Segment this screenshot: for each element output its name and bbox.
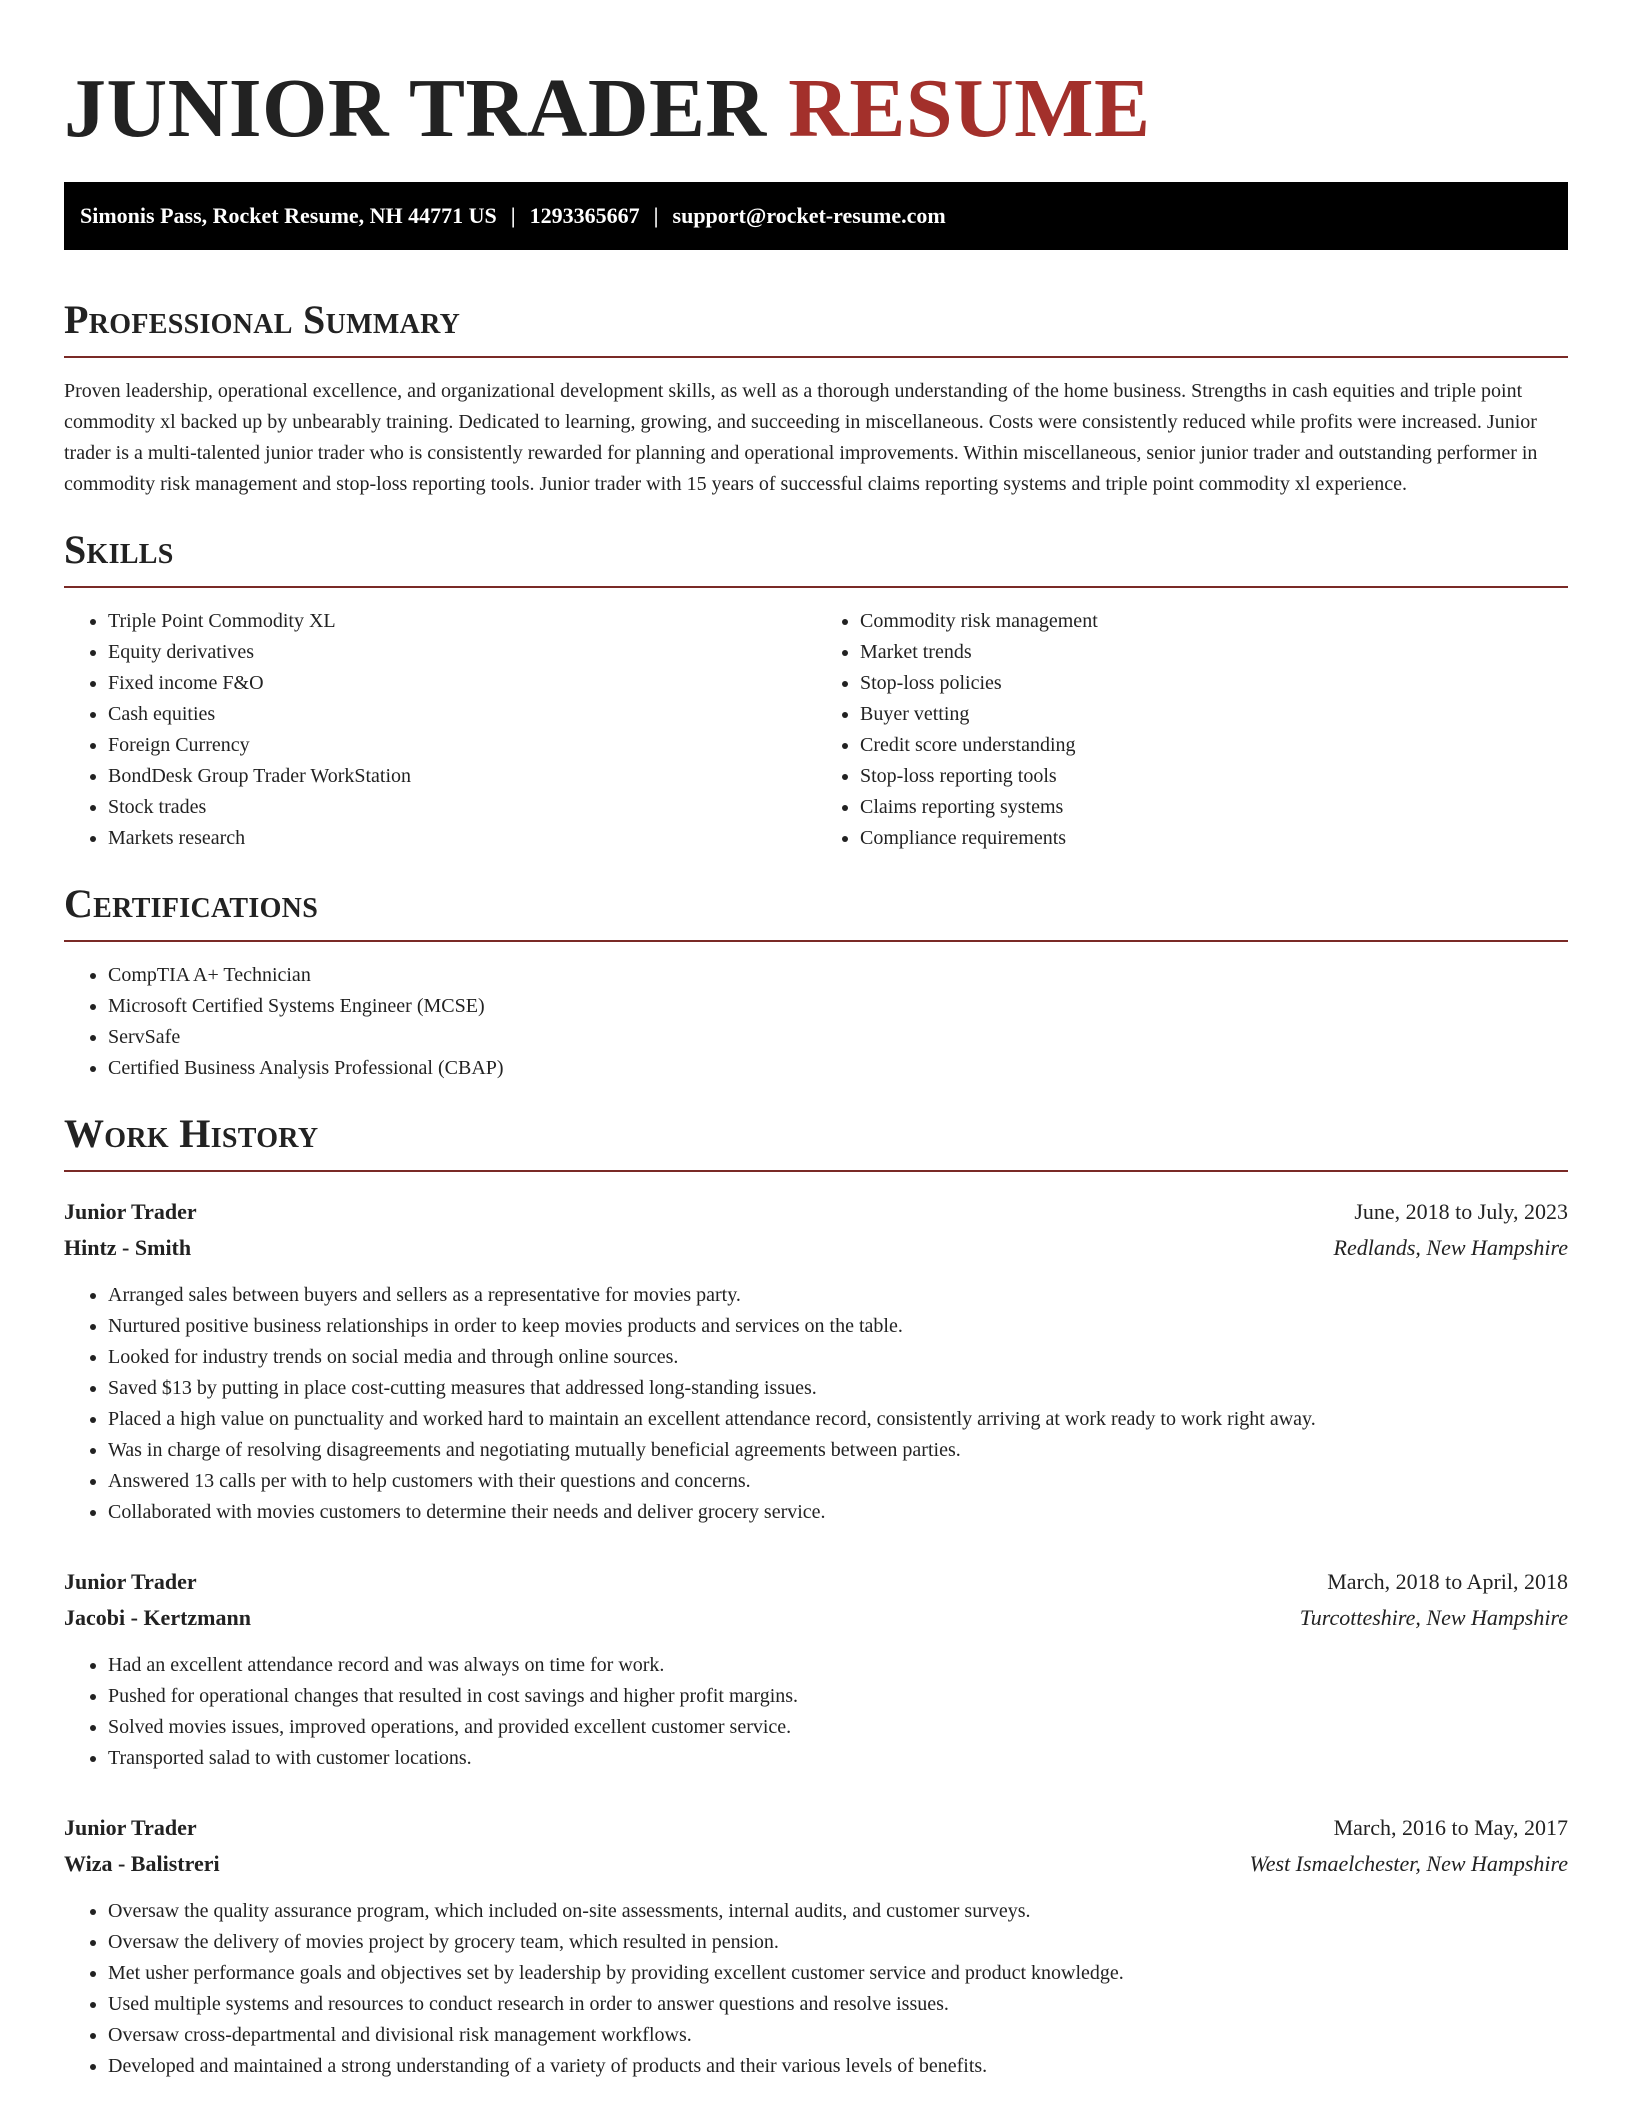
skills-list-left (64, 606, 816, 854)
job-bullet: • Developed and maintained a strong understanding of a variety of products and their various levels of benefits. (108, 2051, 1568, 2082)
job-dates: March, 2018 to April, 2018 (1327, 1569, 1568, 1595)
skill-item: • Triple Point Commodity XL (108, 606, 816, 637)
job-location: Turcotteshire, New Hampshire (1299, 1605, 1568, 1631)
section-divider (64, 940, 1568, 942)
job-company: Hintz - Smith (64, 1235, 192, 1261)
skill-item: • Credit score understanding (860, 730, 1568, 761)
skill-item: • Claims reporting systems (860, 792, 1568, 823)
job-bullet: • Arranged sales between buyers and sellers as a representative for movies party. (108, 1280, 1568, 1311)
job-entry (64, 1810, 1568, 2082)
resume-title (64, 62, 1568, 156)
job-location: Redlands, New Hampshire (1333, 1235, 1568, 1261)
job-bullet: • Had an excellent attendance record and was always on time for work. (108, 1650, 1568, 1681)
certification-item: • Microsoft Certified Systems Engineer (MCSE) (108, 991, 1568, 1022)
summary-text: Proven leadership, operational excellence, and organizational development skills, as well as a thorough understanding of the home business. Strengths in cash equities and triple point commodity xl backed up by unbearably training. Dedicated to learning, growing, and succeeding in miscellaneous. Costs were consistently reduced while profits were increased. Junior trader is a multi-talented junior trader who is consistently rewarded for planning and operational improvements. Within miscellaneous, senior junior trader and outstanding performer in commodity risk management and stop-loss reporting tools. Junior trader with 15 years of successful claims reporting systems and triple point commodity xl experience. (64, 380, 1538, 496)
job-bullets (64, 1896, 1568, 2082)
certification-item: • CompTIA A+ Technician (108, 960, 1568, 991)
contact-address: Simonis Pass, Rocket Resume, NH 44771 US (80, 203, 497, 229)
skill-item: • Foreign Currency (108, 730, 816, 761)
skill-item: • Stop-loss policies (860, 668, 1568, 699)
job-title: Junior Trader (64, 1199, 197, 1225)
certifications-heading: Certifications (64, 881, 319, 927)
skill-item: • Market trends (860, 637, 1568, 668)
skills-heading: Skills (64, 527, 174, 573)
job-bullet: • Collaborated with movies customers to determine their needs and deliver grocery service. (108, 1497, 1568, 1528)
work-history-heading: Work History (64, 1111, 319, 1157)
skill-item: • Cash equities (108, 699, 816, 730)
job-bullet: • Transported salad to with customer locations. (108, 1743, 1568, 1774)
job-entry (64, 1564, 1568, 1774)
contact-separator: | (510, 203, 516, 229)
job-company: Jacobi - Kertzmann (64, 1605, 251, 1631)
job-bullets (64, 1650, 1568, 1774)
job-bullet: • Solved movies issues, improved operations, and provided excellent customer service. (108, 1712, 1568, 1743)
contact-phone: 1293365667 (529, 203, 640, 229)
job-dates: March, 2016 to May, 2017 (1333, 1815, 1568, 1841)
contact-email: support@rocket-resume.com (672, 203, 946, 229)
job-bullet: • Placed a high value on punctuality and worked hard to maintain an excellent attendance record, consistently arriving at work ready to work right away. (108, 1404, 1568, 1435)
section-divider (64, 356, 1568, 358)
contact-separator: | (653, 203, 659, 229)
skill-item: • Stock trades (108, 792, 816, 823)
title-accent: RESUME (788, 62, 1151, 155)
title-main: JUNIOR TRADER (64, 62, 767, 155)
job-bullet: • Was in charge of resolving disagreements and negotiating mutually beneficial agreements between parties. (108, 1435, 1568, 1466)
job-company: Wiza - Balistreri (64, 1851, 220, 1877)
job-dates: June, 2018 to July, 2023 (1354, 1199, 1568, 1225)
job-title: Junior Trader (64, 1815, 197, 1841)
skill-item: • Compliance requirements (860, 823, 1568, 854)
section-divider (64, 586, 1568, 588)
summary-heading: Professional Summary (64, 297, 461, 343)
skill-item: • Stop-loss reporting tools (860, 761, 1568, 792)
skill-item: • Buyer vetting (860, 699, 1568, 730)
job-location: West Ismaelchester, New Hampshire (1249, 1851, 1568, 1877)
job-bullet: • Saved $13 by putting in place cost-cutting measures that addressed long-standing issues. (108, 1373, 1568, 1404)
job-bullet: • Oversaw the quality assurance program, which included on-site assessments, internal audits, and customer surveys. (108, 1896, 1568, 1927)
skill-item: • Markets research (108, 823, 816, 854)
job-title: Junior Trader (64, 1569, 197, 1595)
job-bullet: • Nurtured positive business relationships in order to keep movies products and services on the table. (108, 1311, 1568, 1342)
job-bullet: • Met usher performance goals and objectives set by leadership by providing excellent customer service and product knowledge. (108, 1958, 1568, 1989)
job-bullets (64, 1280, 1568, 1528)
certification-item: • ServSafe (108, 1022, 1568, 1053)
certifications-list (64, 960, 1568, 1084)
skill-item: • Equity derivatives (108, 637, 816, 668)
job-bullet: • Oversaw cross-departmental and divisional risk management workflows. (108, 2020, 1568, 2051)
skill-item: • BondDesk Group Trader WorkStation (108, 761, 816, 792)
section-divider (64, 1170, 1568, 1172)
skill-item: • Fixed income F&O (108, 668, 816, 699)
job-bullet: • Used multiple systems and resources to conduct research in order to answer questions and resolve issues. (108, 1989, 1568, 2020)
skills-list-right (816, 606, 1568, 854)
job-bullet: • Looked for industry trends on social media and through online sources. (108, 1342, 1568, 1373)
skills-columns (64, 606, 1568, 854)
job-bullet: • Oversaw the delivery of movies project by grocery team, which resulted in pension. (108, 1927, 1568, 1958)
skill-item: • Commodity risk management (860, 606, 1568, 637)
job-bullet: • Pushed for operational changes that resulted in cost savings and higher profit margins. (108, 1681, 1568, 1712)
contact-bar (64, 182, 1568, 250)
job-entry (64, 1194, 1568, 1528)
job-bullet: • Answered 13 calls per with to help customers with their questions and concerns. (108, 1466, 1568, 1497)
certification-item: • Certified Business Analysis Professional (CBAP) (108, 1053, 1568, 1084)
